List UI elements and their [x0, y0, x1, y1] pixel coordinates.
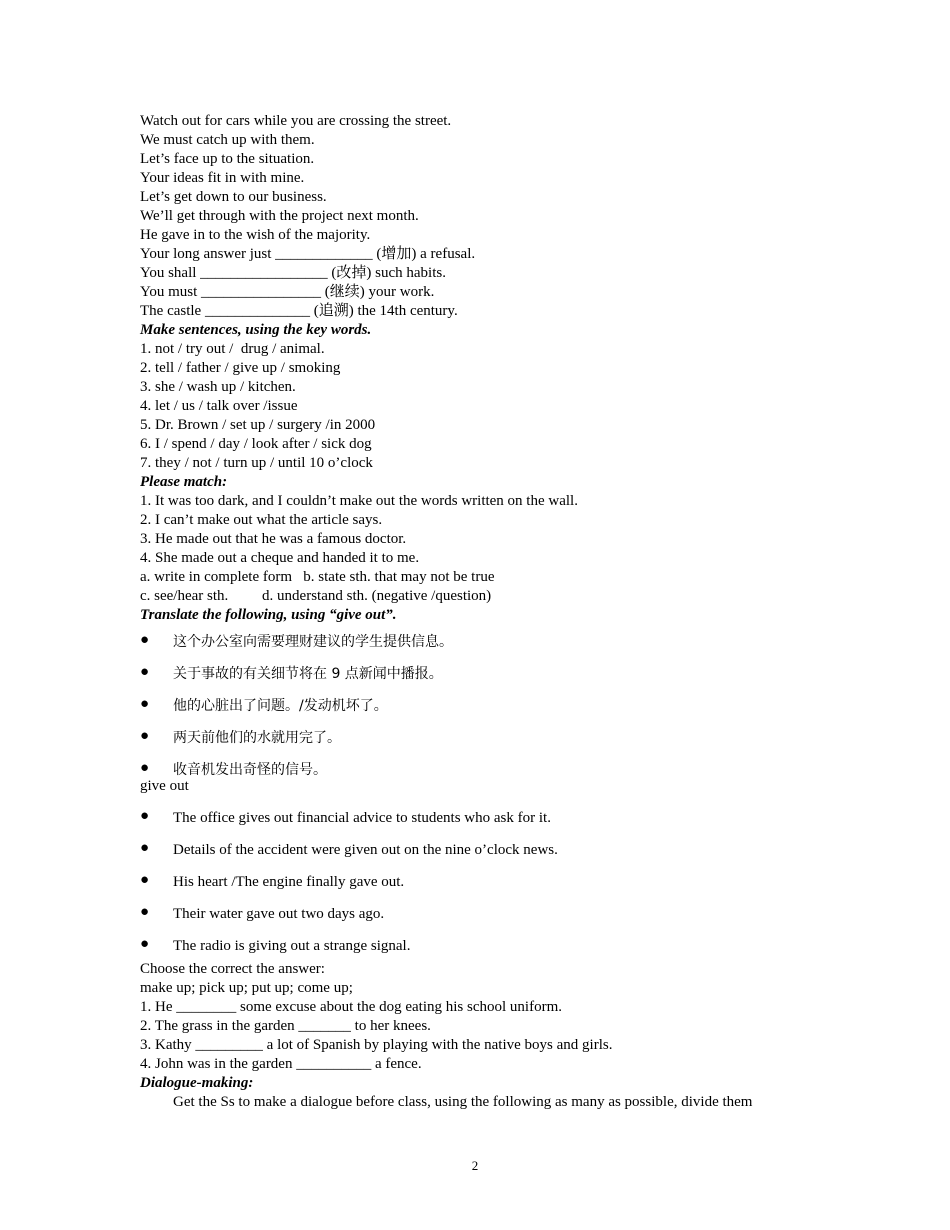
fill-in-sentence: Your long answer just _____________ (增加) a refusal.: [140, 246, 476, 262]
bullet-icon: ●: [140, 840, 150, 856]
list-item: 3. Kathy _________ a lot of Spanish by playing with the native boys and girls.: [140, 1037, 613, 1053]
match-options: c. see/hear sth. d. understand sth. (negative /question): [140, 588, 492, 604]
bullet-icon: ●: [140, 872, 150, 888]
phrase-sentences: [140, 112, 840, 321]
match-section: [140, 473, 840, 606]
section-heading: Please match:: [140, 474, 228, 490]
sentence: Let’s get down to our business.: [140, 189, 327, 205]
list-item: ● Details of the accident were given out on the nine o’clock news.: [140, 840, 558, 858]
list-item: 2. tell / father / give up / smoking: [140, 360, 341, 376]
list-item: 1. He ________ some excuse about the dog eating his school uniform.: [140, 999, 563, 1015]
fill-in-sentence: The castle ______________ (追溯) the 14th century.: [140, 303, 458, 319]
match-options: a. write in complete form b. state sth. that may not be true: [140, 569, 495, 585]
sentence: He gave in to the wish of the majority.: [140, 227, 371, 243]
sentence: We’ll get through with the project next month.: [140, 208, 419, 224]
list-item: ● The office gives out financial advice to students who ask for it.: [140, 808, 551, 826]
sentence: Watch out for cars while you are crossing the street.: [140, 113, 452, 129]
bullet-icon: ●: [140, 760, 150, 776]
list-item: ● His heart /The engine finally gave out.: [140, 872, 405, 890]
section-heading: Translate the following, using “give out”.: [140, 607, 397, 623]
list-item: 4. She made out a cheque and handed it to me.: [140, 550, 420, 566]
translate-section: [140, 606, 840, 955]
fill-in-sentence: You must ________________ (继续) your work.: [140, 284, 435, 300]
list-item: 1. It was too dark, and I couldn’t make out the words written on the wall.: [140, 493, 578, 509]
word-options: make up; pick up; put up; come up;: [140, 980, 353, 996]
paragraph: Get the Ss to make a dialogue before class, using the following as many as possible, divide them: [173, 1094, 753, 1110]
instruction: Choose the correct the answer:: [140, 961, 325, 977]
list-item: ● The radio is giving out a strange signal.: [140, 936, 411, 954]
page-number: 2: [471, 1158, 479, 1173]
sentence: We must catch up with them.: [140, 132, 315, 148]
list-item: 2. The grass in the garden _______ to her knees.: [140, 1018, 431, 1034]
list-item: ● Their water gave out two days ago.: [140, 904, 385, 922]
section-heading: Dialogue-making:: [140, 1075, 254, 1091]
list-item: ● 两天前他们的水就用完了。: [140, 728, 341, 746]
list-item: 1. not / try out / drug / animal.: [140, 341, 325, 357]
list-item: 4. let / us / talk over /issue: [140, 398, 298, 414]
list-item: 2. I can’t make out what the article says.: [140, 512, 383, 528]
bullet-icon: ●: [140, 904, 150, 920]
bullet-icon: ●: [140, 664, 150, 680]
bullet-icon: ●: [140, 808, 150, 824]
sentence: Let’s face up to the situation.: [140, 151, 315, 167]
answer-label: give out: [140, 778, 189, 794]
bullet-icon: ●: [140, 936, 150, 952]
list-item: ● 关于事故的有关细节将在 9 点新闻中播报。: [140, 664, 443, 682]
bullet-icon: ●: [140, 632, 150, 648]
list-item: ● 这个办公室向需要理财建议的学生提供信息。: [140, 632, 453, 650]
sentence: Your ideas fit in with mine.: [140, 170, 305, 186]
list-item: ● 他的心脏出了问题。/发动机坏了。: [140, 696, 388, 714]
list-item: 4. John was in the garden __________ a fence.: [140, 1056, 422, 1072]
bullet-icon: ●: [140, 728, 150, 744]
make-sentences-section: [140, 321, 840, 473]
list-item: 7. they / not / turn up / until 10 o’clock: [140, 455, 373, 471]
bullet-icon: ●: [140, 696, 150, 712]
list-item: 6. I / spend / day / look after / sick dog: [140, 436, 372, 452]
list-item: ● 收音机发出奇怪的信号。: [140, 760, 327, 778]
list-item: 3. she / wash up / kitchen.: [140, 379, 296, 395]
section-heading: Make sentences, using the key words.: [140, 322, 372, 338]
choose-section: [140, 960, 840, 1074]
list-item: 5. Dr. Brown / set up / surgery /in 2000: [140, 417, 376, 433]
list-item: 3. He made out that he was a famous doctor.: [140, 531, 407, 547]
fill-in-sentence: You shall _________________ (改掉) such habits.: [140, 265, 446, 281]
document-body: [140, 112, 840, 1112]
dialogue-section: [140, 1074, 840, 1112]
